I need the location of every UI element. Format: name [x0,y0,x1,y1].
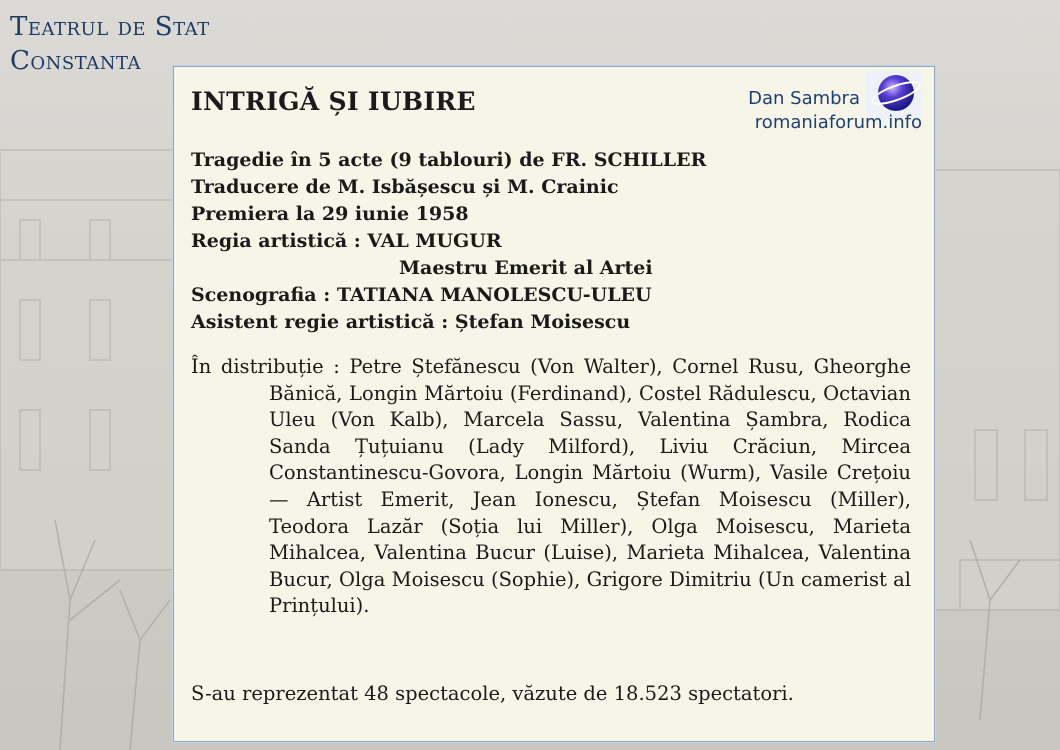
credit-translation: Traducere de M. Isbășescu și M. Crainic [191,176,619,198]
theatre-name-line1: Teatrul de Stat [10,12,210,42]
credit-genre: Tragedie în 5 acte (9 tablouri) de FR. SCHILLER [191,149,707,171]
credit-assistant: Asistent regie artistică : Ștefan Moisescu [191,311,631,333]
credit-premiere: Premiera la 29 iunie 1958 [191,203,469,225]
program-card [173,66,935,742]
credit-scenography: Scenografia : TATIANA MANOLESCU-ULEU [191,284,652,306]
play-title: INTRIGĂ ȘI IUBIRE [191,87,476,116]
watermark-site: romaniaforum.info [754,112,922,133]
watermark-name: Dan Sambra [748,88,860,109]
theatre-name-line2: Constanta [10,46,142,76]
watermark [748,87,922,135]
credit-director-title: Maestru Emerit al Artei [399,257,653,279]
performance-summary: S-au reprezentat 48 spectacole, văzute de 18.523 spectatori. [191,682,794,705]
credits-block [191,147,921,336]
credit-director: Regia artistică : VAL MUGUR [191,230,502,252]
cast-paragraph: În distribuție : Petre Ștefănescu (Von Walter), Cornel Rusu, Gheorghe Bănică, Longin Mărtoiu (Ferdinand), Costel Rădulescu, Octavian Uleu (Von Kalb), Marcela Sassu, Valentina Șambra, Rodica Sanda Țuțuianu (Lady Milford), Liviu Crăciun, Mircea Constantinescu-Govora, Longin Mărtoiu (Wurm), Vasile Crețoiu — Artist Emerit, Jean Ionescu, Ștefan Moisescu (Miller), Teodora Lazăr (Soția lui Miller), Olga Moisescu, Marieta Mihalcea, Valentina Bucur (Luise), Marieta Mihalcea, Valentina Bucur, Olga Moisescu (Sophie), Grigore Dimitriu (Un camerist al Prințului). [191,355,911,618]
